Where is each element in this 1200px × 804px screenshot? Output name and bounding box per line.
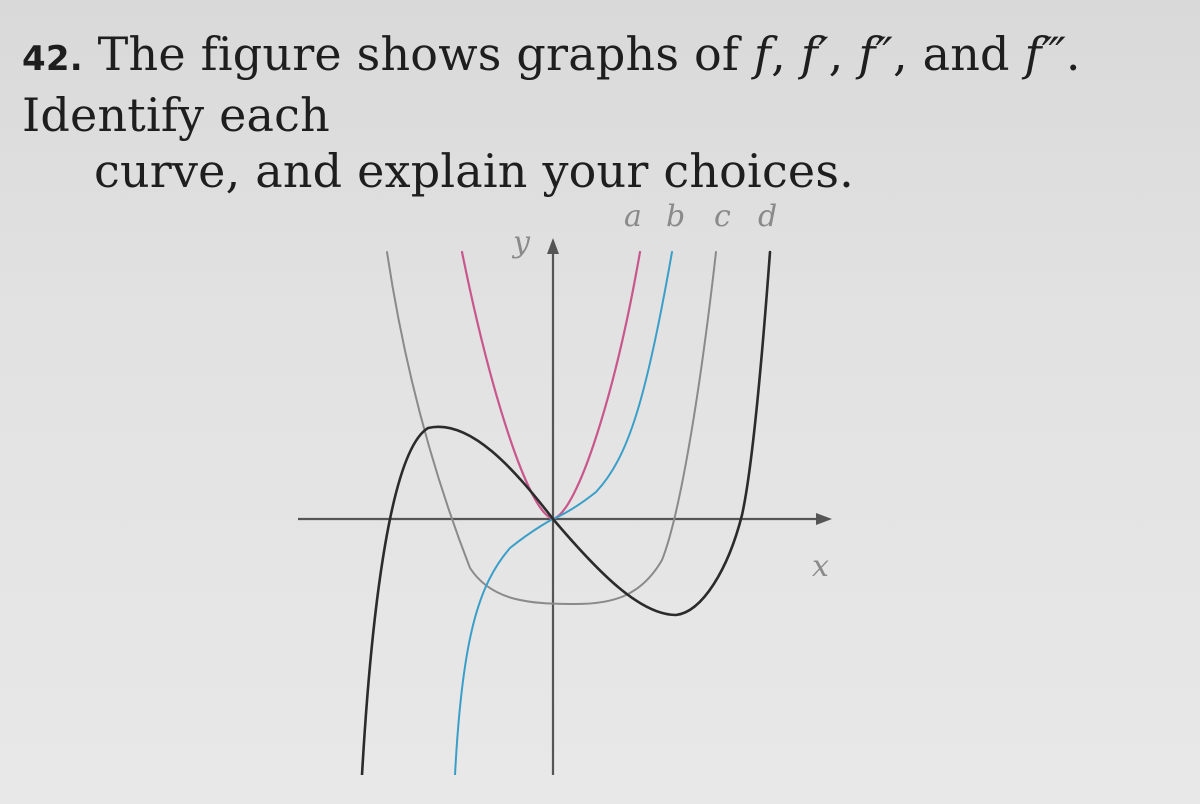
function-f-double-prime: f″ — [858, 27, 893, 81]
curve-label-c: c — [714, 199, 731, 234]
separator-and: , and — [892, 27, 1010, 81]
curve-label-b: b — [666, 199, 686, 234]
separator: , — [828, 27, 844, 81]
x-axis-arrow — [816, 513, 832, 525]
x-axis-label: x — [812, 549, 829, 584]
curve-label-d: d — [758, 199, 778, 234]
y-axis-label: y — [513, 225, 530, 260]
separator: , — [771, 27, 786, 81]
problem-text-intro: The figure shows graphs of — [97, 27, 740, 81]
problem-text-line-2: curve, and explain your choices. — [94, 144, 854, 198]
function-f-triple-prime: f‴ — [1024, 27, 1066, 81]
y-axis-arrow — [547, 238, 559, 254]
problem-number: 42. — [22, 39, 83, 79]
problem-text-end: . Identify each — [22, 27, 1081, 142]
curve-c — [455, 252, 672, 775]
curve-b — [462, 252, 640, 519]
function-f-prime: f′ — [800, 27, 829, 81]
curve-label-a: a — [624, 199, 642, 234]
function-f: f — [753, 27, 772, 81]
